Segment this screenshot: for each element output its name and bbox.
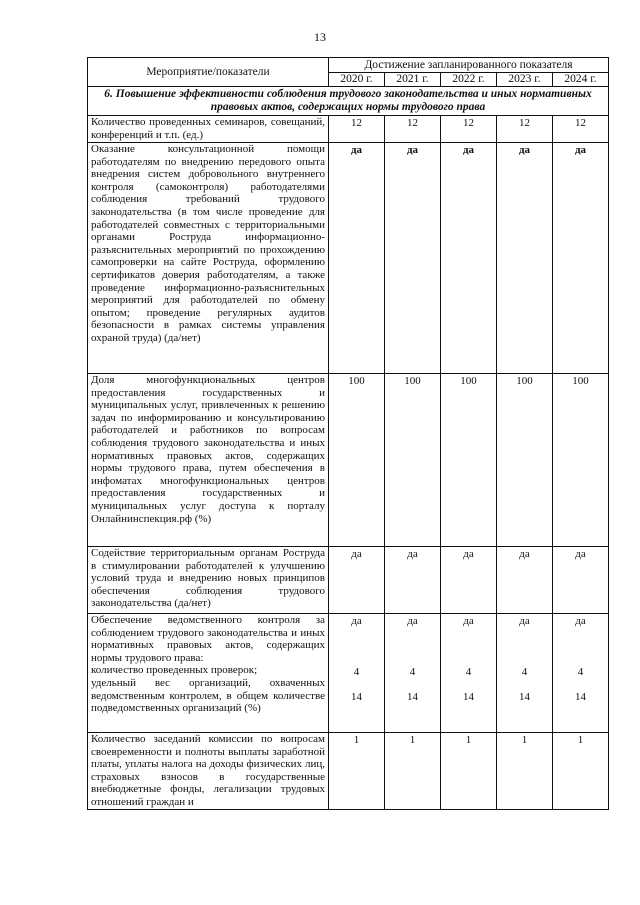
row-value: да: [553, 143, 609, 374]
row-value: 4: [409, 665, 416, 678]
row-value-group: [553, 614, 609, 733]
row-value: 4: [521, 665, 528, 678]
row-value: да: [441, 547, 497, 614]
row-value: 4: [577, 665, 584, 678]
year-header: 2021 г.: [385, 73, 441, 87]
table-row: [88, 116, 609, 143]
row-value: да: [553, 547, 609, 614]
row-value: 100: [497, 374, 553, 547]
measure-column-header: Мероприятие/показатели: [88, 58, 329, 87]
row-value: 14: [463, 691, 474, 704]
row-label: Содействие территориальным органам Роструда в стимулировании работодателей к улучшению условий труда и внедрению новых принципов обеспечения соблюдения трудового законодательства (да/нет): [88, 547, 329, 614]
row-label-part: количество проведенных проверок;: [91, 664, 258, 677]
table-row: [88, 547, 609, 614]
row-value: 4: [353, 665, 360, 678]
row-label: Количество заседаний комиссии по вопросам своевременности и полноты выплаты заработной платы, уплаты налога на доходы физических лиц, страховых взносов в государственные внебюджетные фонды, легализации трудовых отношений граждан и: [88, 733, 329, 810]
row-value: 12: [329, 116, 385, 143]
row-value: 1: [441, 733, 497, 810]
row-value: да: [407, 615, 418, 627]
row-value: 1: [497, 733, 553, 810]
row-value: 12: [385, 116, 441, 143]
row-value: 100: [553, 374, 609, 547]
section-title: 6. Повышение эффективности соблюдения трудового законодательства и иных нормативных правовых актов, содержащих нормы трудового права: [88, 87, 609, 116]
table-row: [88, 143, 609, 374]
row-value: 14: [575, 691, 586, 704]
row-value-group: [441, 614, 497, 733]
row-value: 4: [465, 665, 472, 678]
row-value: 1: [329, 733, 385, 810]
year-header: 2020 г.: [329, 73, 385, 87]
row-value: да: [385, 143, 441, 374]
row-label-part: Обеспечение ведомственного контроля за соблюдением трудового законодательства и иных нормативных правовых актов, содержащих нормы трудового права:: [91, 614, 325, 664]
row-label: [88, 614, 329, 733]
year-header: 2023 г.: [497, 73, 553, 87]
row-value: да: [441, 143, 497, 374]
section-row: [88, 87, 609, 116]
table-row: [88, 374, 609, 547]
row-label: Количество проведенных семинаров, совещаний, конференций и т.п. (ед.): [88, 116, 329, 143]
achievement-column-header: Достижение запланированного показателя: [329, 58, 609, 73]
row-value: 100: [441, 374, 497, 547]
row-value: 12: [497, 116, 553, 143]
row-value: 1: [385, 733, 441, 810]
table-header-row: [88, 58, 609, 73]
row-value-group: [385, 614, 441, 733]
row-label-part: удельный вес организаций, охваченных ведомственным контролем, в общем количестве подведомственных организаций (%): [91, 676, 325, 715]
table-row: [88, 733, 609, 810]
indicators-table: [87, 57, 609, 810]
row-value: 100: [385, 374, 441, 547]
row-value: 12: [553, 116, 609, 143]
row-value: да: [497, 143, 553, 374]
year-header: 2022 г.: [441, 73, 497, 87]
row-value-group: [329, 614, 385, 733]
table-row: [88, 614, 609, 733]
row-value: да: [385, 547, 441, 614]
row-value: да: [575, 615, 586, 627]
row-value: 100: [329, 374, 385, 547]
row-label: Доля многофункциональных центров предоставления государственных и муниципальных услуг, привлеченных к решению задач по информированию и консультированию работодателей и работников по вопросам соблюдения трудового законодательства и иных нормативных правовых актов, содержащих нормы трудового права, путем обеспечения в инфоматах многофункциональных центров предоставления государственных и муниципальных услуг доступа к порталу Онлайнинспекция.рф (%): [88, 374, 329, 547]
row-value: да: [463, 615, 474, 627]
year-header: 2024 г.: [553, 73, 609, 87]
row-label: Оказание консультационной помощи работодателям по внедрению передового опыта внедрения систем добровольного внутреннего контроля (самоконтроля) работодателями соблюдения требований трудового законодательства (в том числе проведение для работодателей совместных с территориальными органами Роструда информационно-разъяснительных мероприятий по прохождению самопроверки на сайте Роструда, оформлению сертификатов доверия работодателям, а также проведение информационно-разъяснительных мероприятий для работодателей по обмену опытом; проведение регулярных аудитов безопасности в рамках системы управления охраной труда) (да/нет): [88, 143, 329, 374]
row-value: да: [329, 143, 385, 374]
page-number: 13: [314, 30, 326, 44]
row-value: да: [351, 615, 362, 627]
row-value: 14: [407, 691, 418, 704]
row-value: да: [497, 547, 553, 614]
row-value-group: [497, 614, 553, 733]
row-value: 1: [553, 733, 609, 810]
row-value: да: [519, 615, 530, 627]
row-value: да: [329, 547, 385, 614]
row-value: 14: [351, 691, 362, 704]
row-value: 12: [441, 116, 497, 143]
row-value: 14: [519, 691, 530, 704]
